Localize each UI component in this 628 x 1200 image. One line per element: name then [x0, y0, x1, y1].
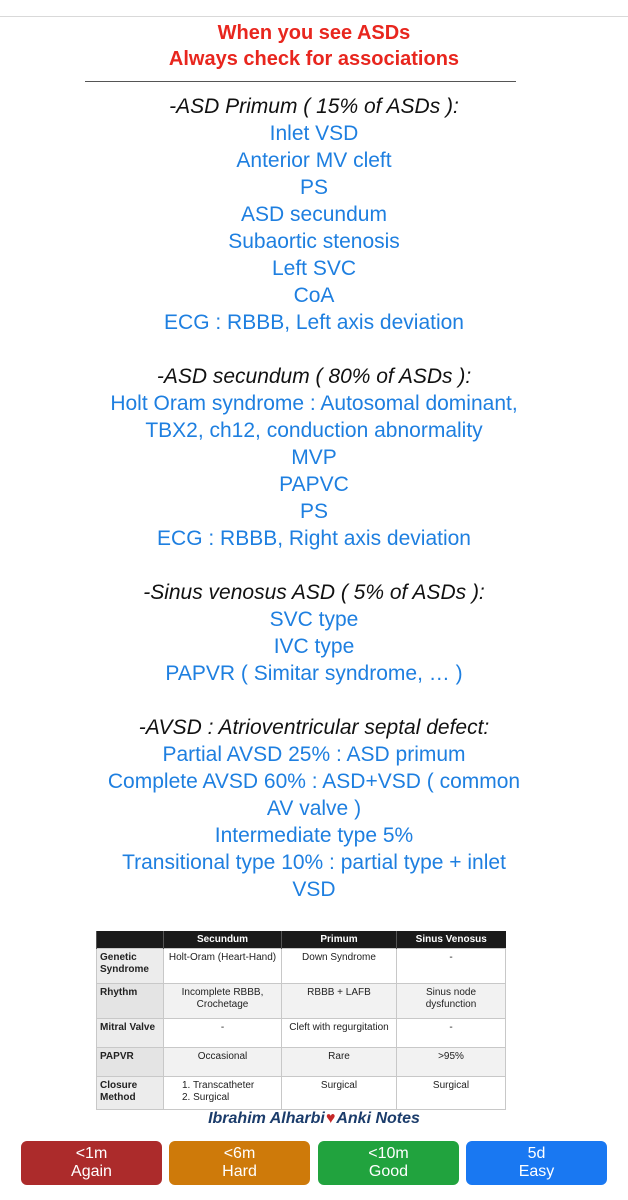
easy-interval: 5d [527, 1145, 546, 1162]
header-line-2: Always check for associations [168, 48, 460, 70]
list-item: AV valve ) [266, 797, 362, 820]
table-cell: Sinus node dysfunction [397, 984, 506, 1019]
list-item: PAPVR ( Simitar syndrome, … ) [165, 662, 463, 685]
heart-icon: ♥ [325, 1110, 336, 1127]
row-label: PAPVR [97, 1048, 164, 1077]
again-label: Again [71, 1163, 112, 1180]
good-label: Good [368, 1163, 409, 1180]
table-cell: Cleft with regurgitation [282, 1019, 397, 1048]
table-cell: Occasional [164, 1048, 282, 1077]
closure-item: 1. Transcatheter [182, 1080, 255, 1091]
anki-notes-label: Anki Notes [336, 1110, 420, 1127]
list-item: Subaortic stenosis [228, 230, 400, 253]
table-header-cell [97, 931, 164, 949]
row-label: Genetic Syndrome [97, 949, 164, 984]
again-interval: <1m [75, 1145, 108, 1162]
good-button[interactable] [318, 1141, 459, 1185]
table-cell: - [397, 949, 506, 984]
table-header-cell: Sinus Venosus [397, 931, 506, 949]
list-item: ECG : RBBB, Right axis deviation [157, 527, 471, 550]
list-item: Inlet VSD [269, 122, 359, 145]
list-item: CoA [293, 284, 335, 307]
top-divider [0, 16, 628, 17]
table-cell: Surgical [282, 1077, 397, 1110]
section-asd-secundum [0, 363, 628, 552]
list-item: Partial AVSD 25% : ASD primum [162, 743, 466, 766]
comparison-table [96, 931, 505, 1110]
row-label: Rhythm [97, 984, 164, 1019]
good-interval: <10m [368, 1145, 409, 1162]
table-cell: Incomplete RBBB, Crochetage [164, 984, 282, 1019]
footer-credit [0, 1110, 628, 1128]
section-avsd [0, 714, 628, 903]
table-header-cell: Secundum [164, 931, 282, 949]
easy-button[interactable] [466, 1141, 607, 1185]
table-cell: RBBB + LAFB [282, 984, 397, 1019]
section-sinus-venosus [0, 579, 628, 687]
author-name: Ibrahim Alharbi [208, 1110, 325, 1127]
table-cell: - [397, 1019, 506, 1048]
table-header-row [97, 931, 506, 949]
again-button[interactable] [21, 1141, 162, 1185]
hard-button[interactable] [169, 1141, 310, 1185]
section-title: -AVSD : Atrioventricular septal defect: [138, 716, 490, 739]
table-header-cell: Primum [282, 931, 397, 949]
list-item: ECG : RBBB, Left axis deviation [164, 311, 464, 334]
section-title: -ASD Primum ( 15% of ASDs ): [169, 95, 459, 118]
list-item: TBX2, ch12, conduction abnormality [145, 419, 483, 442]
list-item: MVP [291, 446, 337, 469]
table-cell: Rare [282, 1048, 397, 1077]
closure-item: 2. Surgical [182, 1092, 230, 1103]
table-cell: Holt-Oram (Heart-Hand) [164, 949, 282, 984]
list-item: Intermediate type 5% [214, 824, 414, 847]
list-item: VSD [292, 878, 336, 901]
hard-label: Hard [222, 1163, 257, 1180]
table-row [97, 1019, 506, 1048]
list-item: Transitional type 10% : partial type + inlet [122, 851, 506, 874]
list-item: IVC type [273, 635, 355, 658]
table-cell: Surgical [397, 1077, 506, 1110]
list-item: PS [299, 176, 328, 199]
table-row [97, 984, 506, 1019]
list-item: PS [299, 500, 328, 523]
answer-button-row [0, 1141, 628, 1185]
hard-interval: <6m [223, 1145, 256, 1162]
table-cell: >95% [397, 1048, 506, 1077]
table-cell: - [164, 1019, 282, 1048]
row-label: Mitral Valve [97, 1019, 164, 1048]
table-cell: Down Syndrome [282, 949, 397, 984]
list-item: Left SVC [271, 257, 357, 280]
list-item: Complete AVSD 60% : ASD+VSD ( common [107, 770, 521, 793]
table-row [97, 1077, 506, 1110]
table-row [97, 1048, 506, 1077]
easy-label: Easy [518, 1163, 555, 1180]
list-item: SVC type [269, 608, 359, 631]
row-label: Closure Method [97, 1077, 164, 1110]
list-item: ASD secundum [241, 203, 387, 226]
table-cell [164, 1077, 282, 1110]
card-content [0, 93, 628, 903]
list-item: Holt Oram syndrome : Autosomal dominant, [110, 392, 518, 415]
header-divider [85, 81, 516, 82]
section-title: -ASD secundum ( 80% of ASDs ): [156, 365, 472, 388]
list-item: PAPVC [279, 473, 349, 496]
list-item: Anterior MV cleft [236, 149, 392, 172]
table-row [97, 949, 506, 984]
section-asd-primum [0, 93, 628, 336]
section-title: -Sinus venosus ASD ( 5% of ASDs ): [143, 581, 485, 604]
card-header [0, 20, 628, 72]
header-line-1: When you see ASDs [217, 22, 411, 44]
